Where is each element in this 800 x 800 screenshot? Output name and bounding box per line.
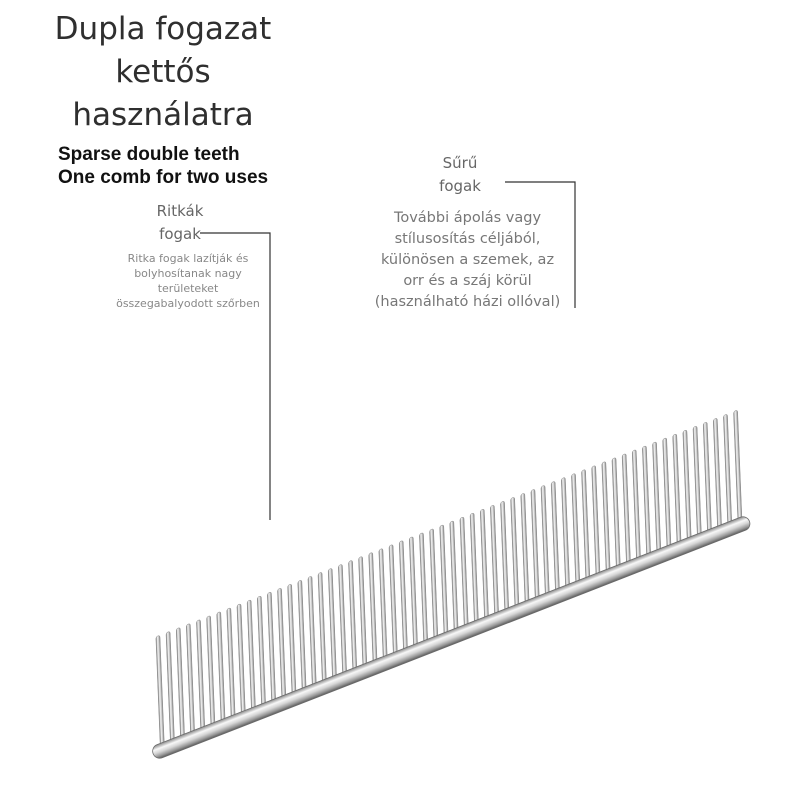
comb-tooth xyxy=(703,422,712,538)
comb-tooth xyxy=(348,560,357,676)
comb-tooth xyxy=(196,619,205,735)
headline-line-2: kettős xyxy=(115,54,211,90)
comb-tooth xyxy=(683,430,692,546)
comb-tooth xyxy=(369,552,378,668)
sparse-label-line-2: fogak xyxy=(159,225,201,243)
comb-tooth xyxy=(592,465,601,581)
dense-desc-line-5: (használható házi ollóval) xyxy=(374,294,561,310)
sparse-desc-line-4: összegabalyodott szőrben xyxy=(116,297,260,310)
dense-desc-line-2: stílusosítás céljából, xyxy=(394,231,541,247)
subtitle-line-1: Sparse double teeth xyxy=(58,144,240,165)
headline-line-1: Dupla fogazat xyxy=(54,11,272,47)
dense-desc-line-3: különösen a szemek, az xyxy=(380,252,555,268)
comb-tooth xyxy=(318,572,327,688)
comb-tooth xyxy=(511,497,520,613)
comb-tooth xyxy=(429,528,438,644)
sparse-pointer-line xyxy=(200,233,270,520)
comb-tooth xyxy=(207,615,216,731)
comb-tooth xyxy=(713,418,722,534)
comb-tooth xyxy=(500,501,509,617)
comb-tooth xyxy=(723,414,732,530)
sparse-label-line-1: Ritkák xyxy=(156,202,204,220)
comb-tooth xyxy=(632,449,641,565)
comb-tooth xyxy=(389,544,398,660)
comb-tooth xyxy=(298,580,307,696)
dense-desc-line-4: orr és a száj körül xyxy=(403,273,532,289)
sparse-desc-line-1: Ritka fogak lazítják és xyxy=(127,252,249,265)
comb-tooth xyxy=(217,611,226,727)
comb-tooth xyxy=(693,426,702,542)
comb-tooth xyxy=(490,505,499,621)
dense-pointer-line xyxy=(505,182,575,308)
comb-tooth xyxy=(379,548,388,664)
comb-tooth xyxy=(186,623,195,739)
comb-tooth xyxy=(277,588,286,704)
comb-tooth xyxy=(328,568,337,684)
comb-tooth xyxy=(531,489,540,605)
comb-tooth xyxy=(176,627,185,743)
comb-tooth xyxy=(166,631,175,747)
comb-tooth xyxy=(460,517,469,633)
comb-tooth xyxy=(399,540,408,656)
subtitle-line-2: One comb for two uses xyxy=(58,167,269,188)
comb-tooth xyxy=(561,477,570,593)
comb xyxy=(114,410,779,760)
comb-tooth xyxy=(156,635,165,751)
dense-label-line-1: Sűrű xyxy=(442,154,478,172)
comb-tooth xyxy=(480,509,489,625)
comb-tooth xyxy=(612,457,621,573)
comb-tooth xyxy=(733,410,742,526)
headline-line-3: használatra xyxy=(72,97,254,133)
dense-label-line-2: fogak xyxy=(439,177,481,195)
comb-tooth xyxy=(450,521,459,637)
comb-tooth xyxy=(521,493,530,609)
comb-teeth xyxy=(156,410,742,751)
comb-tooth xyxy=(308,576,317,692)
comb-tooth xyxy=(247,600,256,716)
dense-desc-line-1: További ápolás vagy xyxy=(393,210,542,226)
comb-tooth xyxy=(338,564,347,680)
comb-tooth xyxy=(642,446,651,562)
comb-tooth xyxy=(409,536,418,652)
sparse-desc-line-2: bolyhosítanak nagy xyxy=(134,267,242,280)
sparse-desc-line-3: területeket xyxy=(157,282,219,295)
comb-tooth xyxy=(440,525,449,641)
comb-tooth xyxy=(652,442,661,558)
comb-tooth xyxy=(673,434,682,550)
comb-tooth xyxy=(267,592,276,708)
comb-tooth xyxy=(419,532,428,648)
comb-tooth xyxy=(288,584,297,700)
comb-tooth xyxy=(602,461,611,577)
comb-tooth xyxy=(257,596,266,712)
comb-tooth xyxy=(622,453,631,569)
comb-tooth xyxy=(541,485,550,601)
comb-tooth xyxy=(581,469,590,585)
comb-tooth xyxy=(358,556,367,672)
comb-tooth xyxy=(551,481,560,597)
comb-tooth xyxy=(663,438,672,554)
comb-tooth xyxy=(470,513,479,629)
comb-tooth xyxy=(571,473,580,589)
comb-tooth xyxy=(237,604,246,720)
comb-tooth xyxy=(227,608,236,724)
